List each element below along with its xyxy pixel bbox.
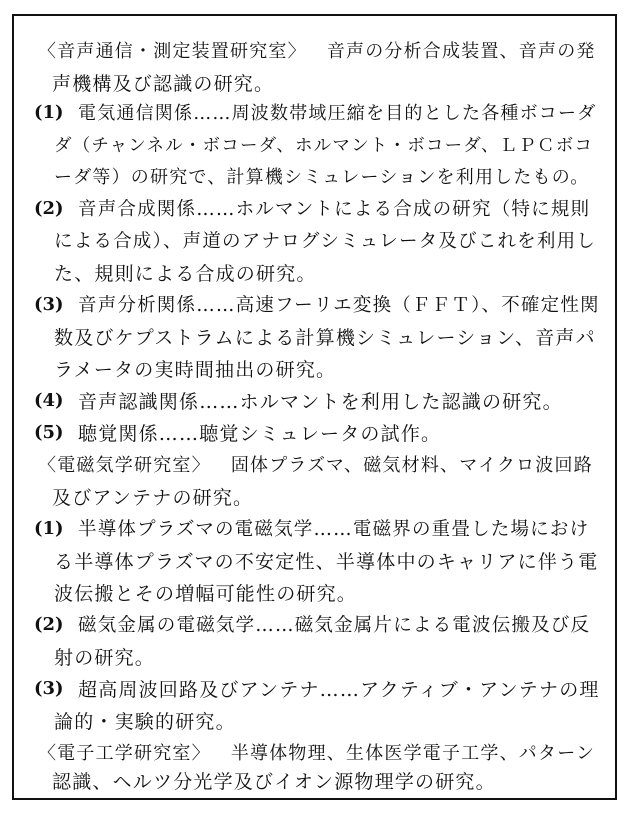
item-number: (2): [34, 614, 64, 635]
section-desc-line: 認識、ヘルツ分光学及びイオン源物理学の研究。: [52, 771, 496, 793]
section-desc-line: 声機構及び認識の研究。: [52, 73, 275, 95]
item-number: (5): [34, 422, 64, 443]
item-line: による合成）、声道のアナログシミュレータ及びこれを利用し: [54, 231, 596, 252]
item-number: (2): [34, 198, 64, 219]
item-line: 音声認識関係……ホルマントを利用した認識の研究。: [78, 391, 563, 413]
section-heading: [38, 454, 593, 478]
item-number: (3): [34, 294, 64, 315]
item-line: ラメータの実時間抽出の研究。: [54, 359, 337, 381]
item-line: 数及びケプストラムによる計算機シミュレーション、音声パ: [54, 327, 596, 349]
item-line: 磁気金属の電磁気学……磁気金属片による電波伝搬及び反: [78, 615, 591, 636]
item-number: (4): [34, 390, 64, 411]
section-desc-line: 及びアンテナの研究。: [52, 487, 254, 509]
item-line: 音声分析関係……高速フーリエ変換（ＦＦＴ）、不確定性関: [78, 295, 600, 316]
item-line: 電気通信関係……周波数帯域圧縮を目的とした各種ボコーダ: [78, 103, 597, 124]
item-line: 半導体プラズマの電磁気学……電磁界の重畳した場におけ: [78, 519, 590, 540]
item-line: る半導体プラズマの不安定性、半導体中のキャリアに伴う電: [54, 551, 599, 573]
section-desc-line: 半導体物理、生体医学電子工学、パターン: [230, 743, 596, 764]
section-heading: [38, 742, 595, 766]
item-line: 論的・実験的研究。: [54, 711, 236, 733]
section-heading-text: 〈音声通信・測定装置研究室〉: [38, 41, 307, 62]
item-line: ダ（チャンネル・ボコーダ、ホルマント・ボコーダ、ＬＰＣボコ: [54, 136, 594, 156]
item-line: 音声合成関係……ホルマントによる合成の研究（特に規則: [78, 199, 591, 220]
item-line: ーダ等）の研究で、計算機シミュレーションを利用したもの。: [54, 167, 590, 188]
item-line: 波伝搬とその増幅可能性の研究。: [54, 583, 358, 605]
item-number: (1): [34, 518, 64, 539]
item-line: 超高周波回路及びアンテナ……アクティブ・アンテナの理: [78, 679, 600, 701]
item-number: (1): [34, 102, 64, 123]
section-desc-line: 固体プラズマ、磁気材料、マイクロ波回路: [230, 455, 593, 476]
section-desc-line: 音声の分析合成装置、音声の発: [326, 41, 596, 62]
section-heading-text: 〈電磁気学研究室〉: [38, 455, 211, 476]
item-number: (3): [34, 678, 64, 699]
item-line: 射の研究。: [54, 647, 156, 669]
section-heading: [38, 40, 596, 64]
section-heading-text: 〈電子工学研究室〉: [38, 743, 211, 764]
item-line: 聴覚関係……聴覚シミュレータの試作。: [78, 423, 442, 445]
item-line: た、規則による合成の研究。: [54, 263, 317, 285]
